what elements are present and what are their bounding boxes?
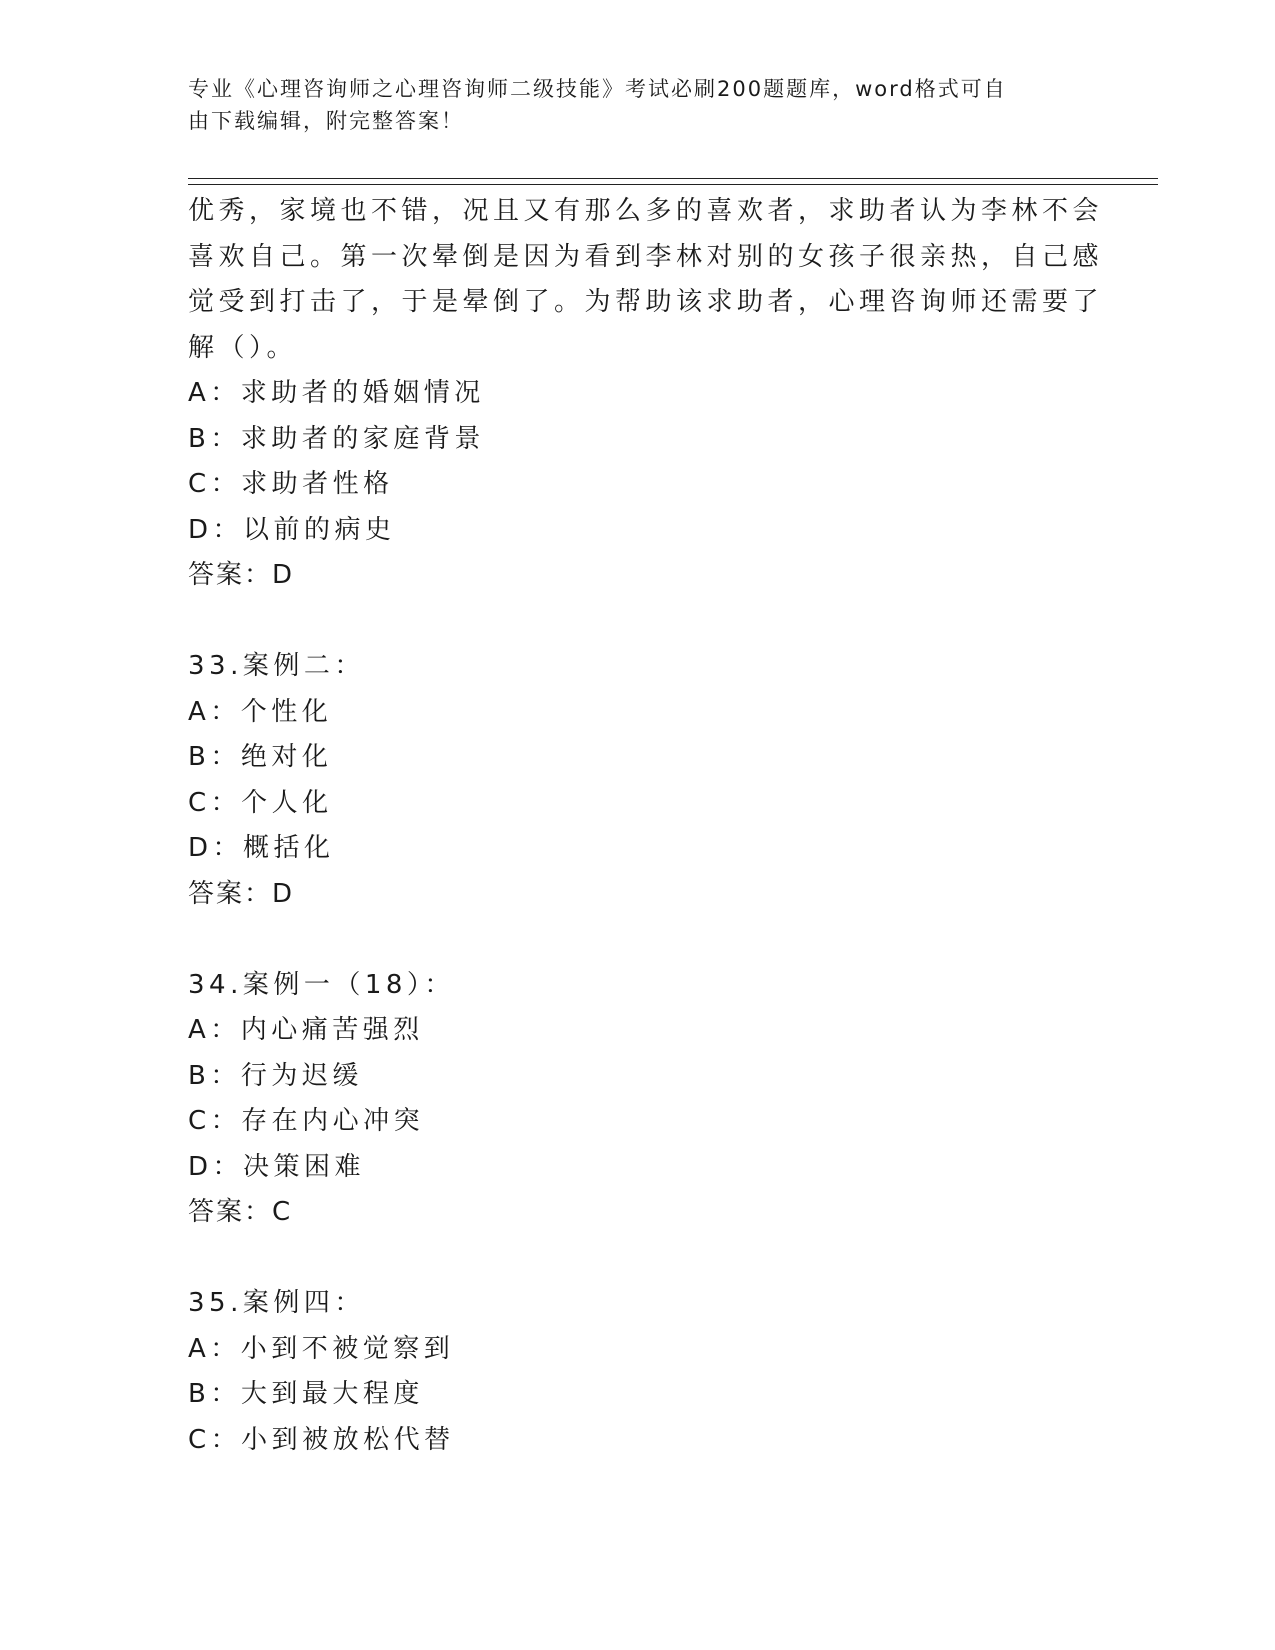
header-divider-bottom <box>188 184 1158 185</box>
question-title: 35.案例四： <box>188 1288 365 1318</box>
question-text-line: 喜欢自己。第一次晕倒是因为看到李林对别的女孩子很亲热，自己感 <box>188 241 1104 272</box>
question-title: 33.案例二： <box>188 651 365 681</box>
question-34 <box>188 963 1088 1236</box>
spacer <box>188 599 1088 645</box>
answer-line: 答案：D <box>188 878 295 909</box>
question-title: 34.案例一（18）： <box>188 969 455 1000</box>
option-a: A：小到不被觉察到 <box>188 1333 455 1364</box>
option-d: D：决策困难 <box>188 1151 366 1182</box>
option-c: C：个人化 <box>188 787 333 818</box>
option-c: C：存在内心冲突 <box>188 1106 425 1136</box>
document-body <box>188 189 1104 1463</box>
header-line-1: 专业《心理咨询师之心理咨询师二级技能》考试必刷200题题库，word格式可自 <box>188 77 1007 101</box>
option-d: D：概括化 <box>188 833 335 863</box>
option-b: B：绝对化 <box>188 742 333 772</box>
option-b: B：行为迟缓 <box>188 1060 363 1091</box>
option-b: B：大到最大程度 <box>188 1379 424 1409</box>
question-33 <box>188 644 1088 917</box>
header-divider-top <box>188 178 1158 179</box>
continued-question <box>188 189 1104 599</box>
question-35 <box>188 1281 1088 1463</box>
answer-line: 答案：D <box>188 560 295 590</box>
option-c: C：小到被放松代替 <box>188 1424 455 1455</box>
question-text-line: 解（）。 <box>188 332 298 363</box>
option-a: A：个性化 <box>188 696 333 727</box>
question-text-line: 优秀，家境也不错，况且又有那么多的喜欢者，求助者认为李林不会 <box>188 196 1104 226</box>
answer-line: 答案：C <box>188 1197 293 1227</box>
option-d: D：以前的病史 <box>188 514 396 545</box>
option-c: C：求助者性格 <box>188 469 394 499</box>
option-b: B：求助者的家庭背景 <box>188 423 485 454</box>
option-a: A：求助者的婚姻情况 <box>188 378 485 408</box>
header-line-2: 由下载编辑，附完整答案！ <box>188 109 464 133</box>
spacer <box>188 917 1088 963</box>
option-a: A：内心痛苦强烈 <box>188 1015 424 1045</box>
question-text-line: 觉受到打击了，于是晕倒了。为帮助该求助者，心理咨询师还需要了 <box>188 287 1104 317</box>
page-header <box>188 73 1068 137</box>
spacer <box>188 1236 1088 1282</box>
